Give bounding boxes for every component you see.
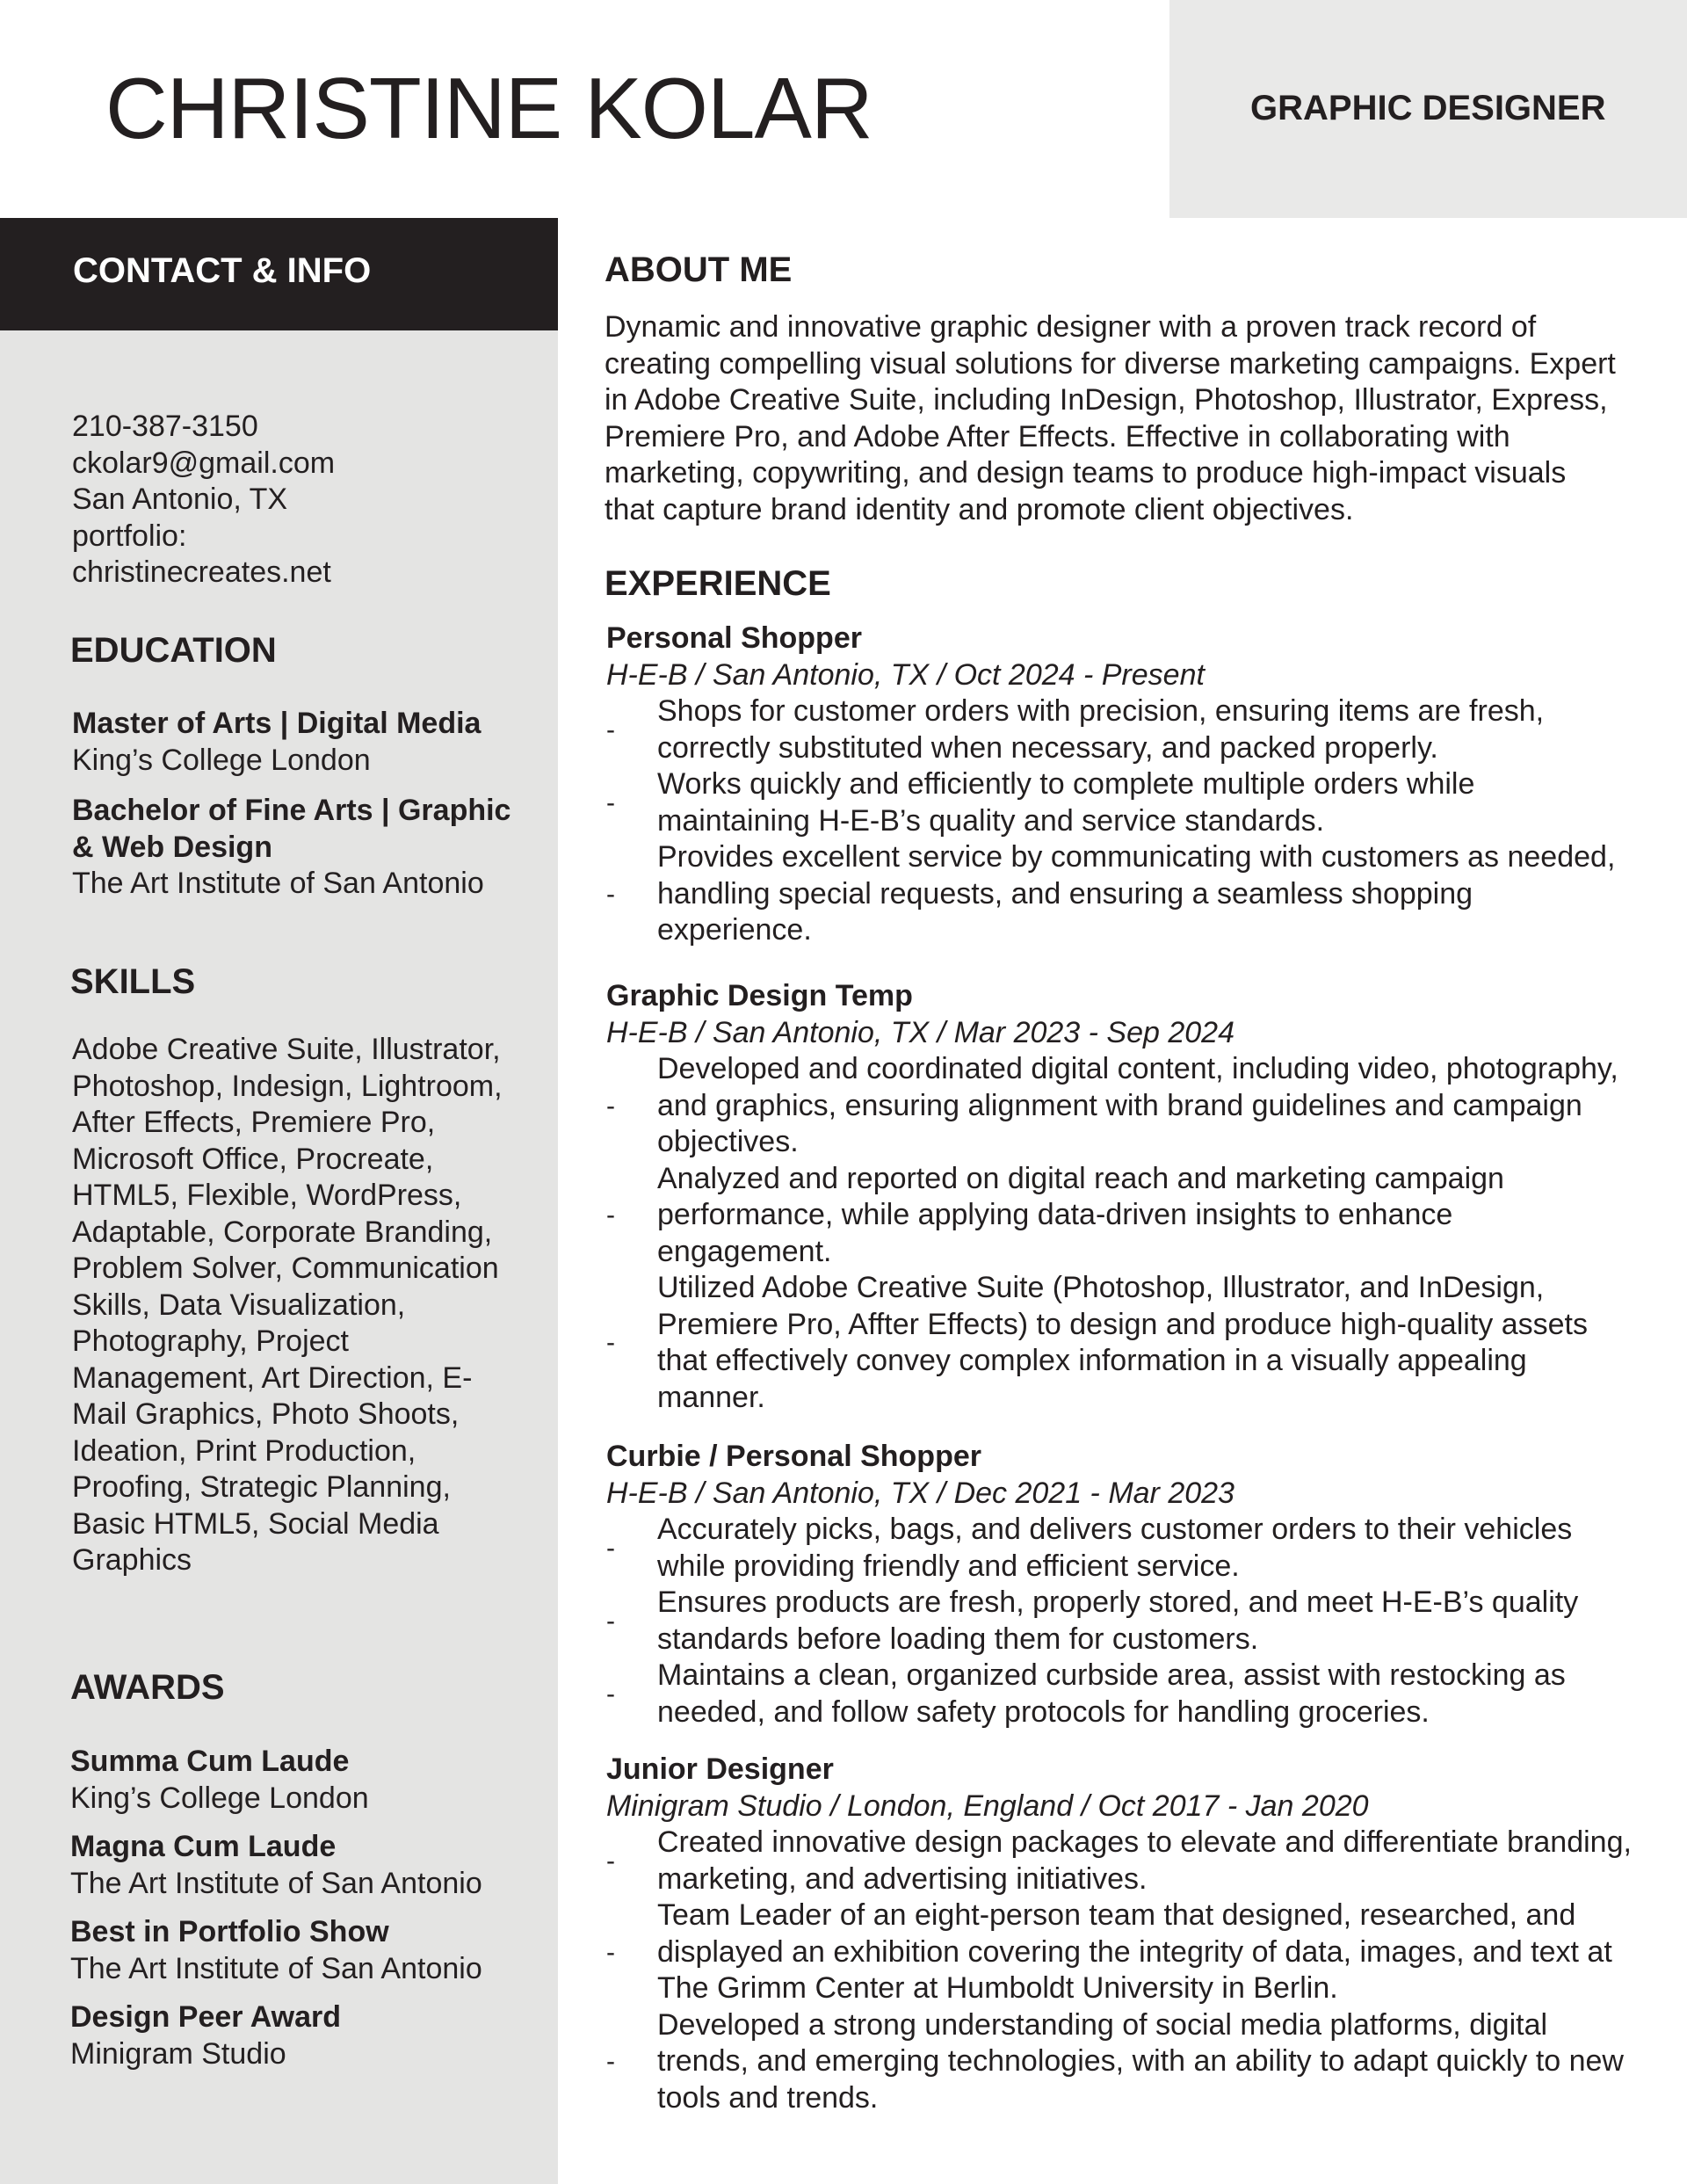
job-bullet [606,1051,1634,1161]
award-org: The Art Institute of San Antonio [70,1951,482,1985]
education-school: The Art Institute of San Antonio [72,867,484,900]
job-bullet [606,1825,1634,1897]
bullet-marker: - [606,2047,615,2076]
contact-info [72,409,529,591]
bullet-marker: - [606,1201,615,1230]
sidebar [0,218,558,2184]
job-bullet [606,1161,1634,1271]
bullet-text: Works quickly and efficiently to complete multiple orders while maintaining H-E-B’s quality and service standards. [657,767,1475,838]
bullet-text: Team Leader of an eight-person team that designed, researched, and displayed an exhibition covering the integrity of data, images, and text at The Grimm Center at Humboldt University in Berlin. [657,1898,1612,2005]
job-bullet [606,1270,1634,1416]
award-item [70,1914,527,1987]
bullet-marker: - [606,1533,615,1563]
education-degree: Master of Arts | Digital Media [72,707,481,740]
portfolio-label: portfolio: [72,519,187,553]
bullet-text: Shops for customer orders with precision, ensuring items are fresh, correctly substituted when necessary, and packed properly. [657,694,1545,765]
bullet-text: Created innovative design packages to elevate and differentiate branding, marketing, and advertising initiatives. [657,1825,1632,1896]
education-school: King’s College London [72,743,371,777]
award-org: Minigram Studio [70,2036,286,2071]
award-title: Summa Cum Laude [70,1745,350,1778]
job-entry [606,1439,1634,1731]
education-item [72,706,529,779]
job-bullet [606,2007,1634,2117]
education-list [72,706,529,917]
bullet-text: Developed and coordinated digital content, including video, photography, and graphics, ensuring alignment with brand guidelines and campaign objectives. [657,1052,1618,1158]
award-item [70,1999,527,2072]
bullet-text: Maintains a clean, organized curbside area, assist with restocking as needed, and follow safety protocols for handling groceries. [657,1658,1566,1729]
job-entry-title: Junior Designer [606,1752,834,1786]
contact-heading-bar [0,218,558,330]
job-title-box [1169,0,1687,218]
job-entry-meta: H-E-B / San Antonio, TX / Dec 2021 - Mar 2023 [606,1476,1234,1510]
award-item [70,1829,527,1902]
award-title: Design Peer Award [70,2000,342,2034]
education-degree: Bachelor of Fine Arts | Graphic & Web Design [72,794,511,864]
skills-list: Adobe Creative Suite, Illustrator, Photoshop, Indesign, Lightroom, After Effects, Premiere Pro, Microsoft Office, Procreate, HTML5, Flexible, WordPress, Adaptable, Corporate Branding, Problem Solver, Communication Skills, Data Visualization, Photography, Project Management, Art Direction, E-Mail Graphics, Photo Shoots, Ideation, Print Production, Proofing, Strategic Planning, Basic HTML5, Social Media Graphics [72,1033,503,1577]
bullet-marker: - [606,1328,615,1358]
bullet-marker: - [606,1846,615,1876]
bullet-text: Utilized Adobe Creative Suite (Photoshop, Illustrator, and InDesign, Premiere Pro, Affter Effects) to design and produce high-quality assets that effectively convey complex information in a visually appealing manner. [657,1271,1588,1414]
award-org: The Art Institute of San Antonio [70,1866,482,1900]
skills-heading: SKILLS [70,962,196,1001]
education-item [72,793,529,903]
job-entry-meta: H-E-B / San Antonio, TX / Oct 2024 - Present [606,657,1205,692]
contact-heading: CONTACT & INFO [73,251,372,290]
job-bullet [606,766,1634,839]
bullet-text: Provides excellent service by communicating with customers as needed, handling special requests, and ensuring a seamless shopping experience. [657,840,1616,947]
bullet-marker: - [606,879,615,909]
award-title: Magna Cum Laude [70,1830,337,1863]
awards-heading: AWARDS [70,1668,225,1707]
job-entry-title: Personal Shopper [606,621,862,655]
job-bullet [606,839,1634,949]
contact-email: ckolar9@gmail.com [72,446,336,480]
job-bullet [606,1658,1634,1731]
award-org: King’s College London [70,1781,369,1815]
bullet-text: Ensures products are fresh, properly stored, and meet H-E-B’s quality standards before loading them for customers. [657,1585,1579,1656]
job-bullet [606,693,1634,766]
portfolio-url: christinecreates.net [72,555,331,589]
job-title: GRAPHIC DESIGNER [1250,89,1606,127]
experience-heading: EXPERIENCE [605,564,831,603]
job-entry-meta: Minigram Studio / London, England / Oct 2017 - Jan 2020 [606,1789,1369,1823]
job-entry-title: Curbie / Personal Shopper [606,1440,981,1473]
award-title: Best in Portfolio Show [70,1915,389,1948]
education-heading: EDUCATION [70,631,277,670]
job-entry [606,1752,1634,2116]
job-entry [606,978,1634,1416]
job-entry-title: Graphic Design Temp [606,979,913,1012]
contact-phone: 210-387-3150 [72,410,258,443]
job-bullet [606,1585,1634,1658]
award-item [70,1744,527,1817]
job-entry-meta: H-E-B / San Antonio, TX / Mar 2023 - Sep 2024 [606,1015,1234,1049]
about-text: Dynamic and innovative graphic designer with a proven track record of creating compelling visual solutions for diverse marketing campaigns. Expert in Adobe Creative Suite, including InDesign, Photoshop, Illustrator, Express, Premiere Pro, and Adobe After Effects. Effective in collaborating with marketing, copywriting, and design teams to produce high-impact visuals that capture brand identity and promote client objectives. [605,310,1616,526]
contact-location: San Antonio, TX [72,483,288,516]
job-entry [606,620,1634,949]
bullet-marker: - [606,787,615,817]
job-bullet [606,1897,1634,2007]
about-heading: ABOUT ME [605,250,793,289]
job-bullet [606,1512,1634,1585]
bullet-text: Developed a strong understanding of social media platforms, digital trends, and emerging technologies, with an ability to adapt quickly to new tools and trends. [657,2007,1624,2115]
bullet-text: Analyzed and reported on digital reach and marketing campaign performance, while applying data-driven insights to enhance engagement. [657,1161,1504,1268]
bullet-marker: - [606,1091,615,1121]
bullet-marker: - [606,1937,615,1967]
bullet-marker: - [606,1679,615,1709]
bullet-marker: - [606,715,615,744]
awards-list [70,1744,527,2085]
bullet-marker: - [606,1606,615,1636]
bullet-text: Accurately picks, bags, and delivers customer orders to their vehicles while providing friendly and efficient service. [657,1513,1573,1583]
candidate-name: CHRISTINE KOLAR [105,60,872,156]
